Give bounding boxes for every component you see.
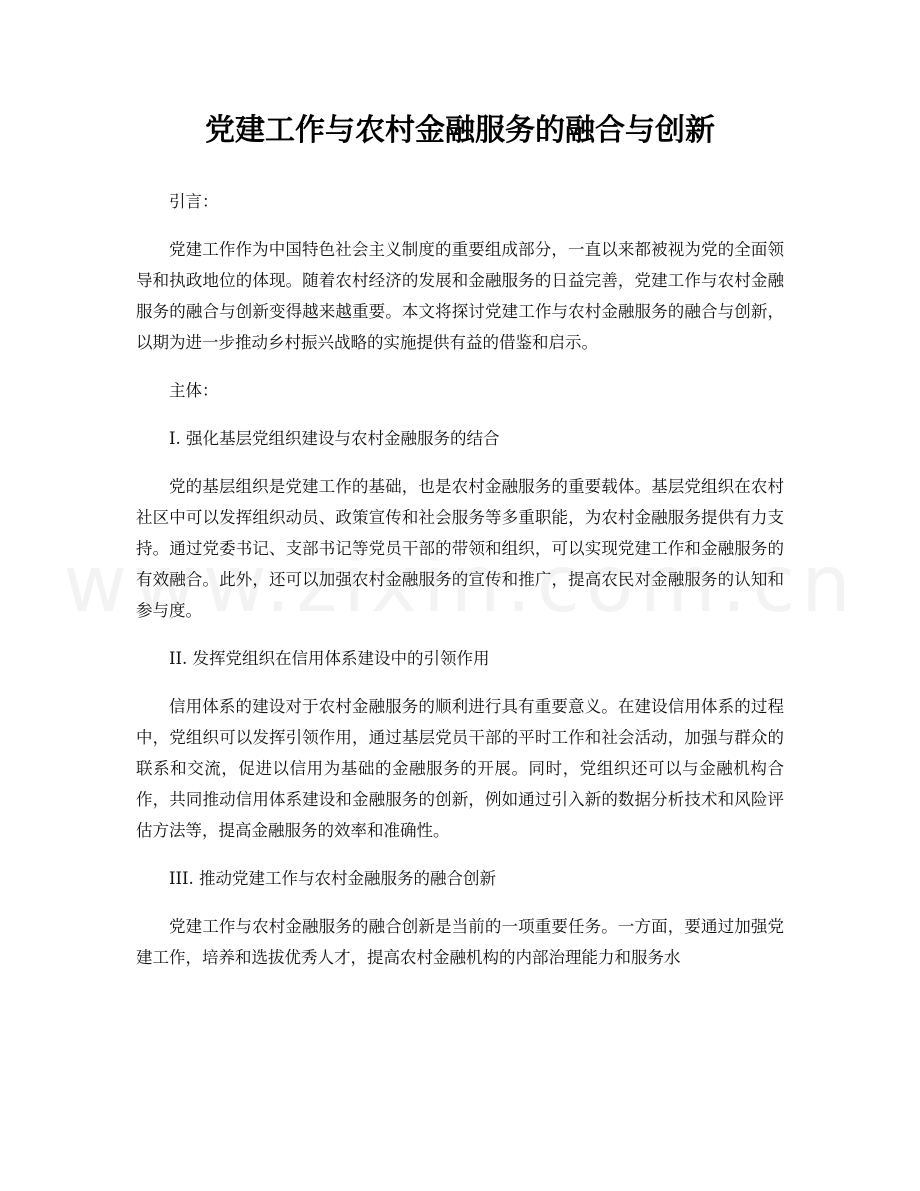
document-title: 党建工作与农村金融服务的融合与创新 — [205, 113, 715, 148]
intro-label: 引言： — [169, 192, 219, 211]
section-heading-1: I. 强化基层党组织建设与农村金融服务的结合 — [169, 429, 500, 448]
section-paragraph-3: 党建工作与农村金融服务的融合创新是当前的一项重要任务。一方面，要通过加强党建工作，培养和选拔优秀人才，提高农村金融机构的内部治理能力和服务水 — [136, 917, 784, 967]
intro-paragraph: 党建工作作为中国特色社会主义制度的重要组成部分，一直以来都被视为党的全面领导和执政地位的体现。随着农村经济的发展和金融服务的日益完善，党建工作与农村金融服务的融合与创新变得越来越重要。本文将探讨党建工作与农村金融服务的融合与创新，以期为进一步推动乡村振兴战略的实施提供有益的借鉴和启示。 — [136, 240, 784, 352]
document-body — [136, 186, 784, 990]
section-heading-2: II. 发挥党组织在信用体系建设中的引领作用 — [169, 649, 490, 668]
main-body-label: 主体： — [169, 381, 219, 400]
section-paragraph-1: 党的基层组织是党建工作的基础，也是农村金融服务的重要载体。基层党组织在农村社区中可以发挥组织动员、政策宣传和社会服务等多重职能，为农村金融服务提供有力支持。通过党委书记、支部书记等党员干部的带领和组织，可以实现党建工作和金融服务的有效融合。此外，还可以加强农村金融服务的宣传和推广，提高农民对金融服务的认知和参与度。 — [136, 477, 784, 620]
section-paragraph-2: 信用体系的建设对于农村金融服务的顺利进行具有重要意义。在建设信用体系的过程中，党组织可以发挥引领作用，通过基层党员干部的平时工作和社会活动，加强与群众的联系和交流，促进以信用为基础的金融服务的开展。同时，党组织还可以与金融机构合作，共同推动信用体系建设和金融服务的创新，例如通过引入新的数据分析技术和风险评估方法等，提高金融服务的效率和准确性。 — [136, 697, 784, 840]
section-heading-3: III. 推动党建工作与农村金融服务的融合创新 — [169, 869, 497, 888]
